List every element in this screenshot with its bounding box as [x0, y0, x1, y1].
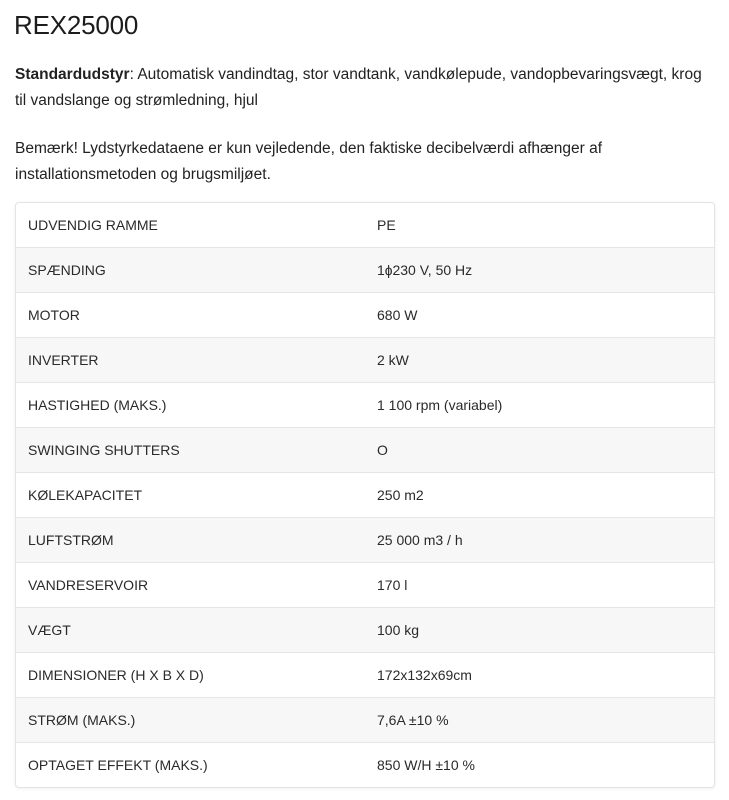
spec-value: 1ɸ230 V, 50 Hz: [377, 262, 473, 278]
spec-label: HASTIGHED (MAKS.): [28, 397, 167, 413]
table-row: [16, 607, 714, 652]
spec-label: UDVENDIG RAMME: [28, 217, 158, 233]
spec-label: VANDRESERVOIR: [28, 577, 149, 593]
table-row: [16, 203, 714, 247]
table-row: [16, 427, 714, 472]
standard-equipment-paragraph: [15, 62, 715, 114]
spec-label: VÆGT: [28, 622, 71, 638]
table-row: [16, 292, 714, 337]
table-row: [16, 742, 714, 787]
spec-label: MOTOR: [28, 307, 80, 323]
spec-value: 7,6A ±10 %: [377, 712, 449, 728]
spec-label: SWINGING SHUTTERS: [28, 442, 180, 458]
standard-equipment-label: Standardudstyr: [15, 66, 130, 83]
table-row: [16, 652, 714, 697]
table-row: [16, 247, 714, 292]
spec-label: INVERTER: [28, 352, 99, 368]
spec-label: LUFTSTRØM: [28, 532, 114, 548]
spec-value: 850 W/H ±10 %: [377, 757, 475, 773]
spec-value: 250 m2: [377, 487, 424, 503]
spec-value: 170 l: [377, 577, 408, 593]
table-row: [16, 697, 714, 742]
table-row: [16, 562, 714, 607]
spec-label: STRØM (MAKS.): [28, 712, 136, 728]
spec-label: DIMENSIONER (H X B X D): [28, 667, 204, 683]
spec-value: 680 W: [377, 307, 418, 323]
spec-table: [15, 202, 715, 788]
spec-value: 100 kg: [377, 622, 420, 638]
spec-value: PE: [377, 217, 396, 233]
spec-label: SPÆNDING: [28, 262, 106, 278]
spec-label: KØLEKAPACITET: [28, 487, 143, 503]
product-title: REX25000: [14, 10, 139, 40]
table-row: [16, 472, 714, 517]
table-row: [16, 517, 714, 562]
spec-label: OPTAGET EFFEKT (MAKS.): [28, 757, 208, 773]
spec-value: 2 kW: [377, 352, 409, 368]
spec-value: O: [377, 442, 388, 458]
spec-value: 172x132x69cm: [377, 667, 472, 683]
standard-equipment-text: : Automatisk vandindtag, stor vandtank, vandkølepude, vandopbevaringsvægt, krog til vandslange og strømledning, hjul: [15, 66, 702, 109]
table-row: [16, 382, 714, 427]
table-row: [16, 337, 714, 382]
spec-value: 25 000 m3 / h: [377, 532, 463, 548]
noise-disclaimer-paragraph: Bemærk! Lydstyrkedataene er kun vejledende, den faktiske decibelværdi afhænger af installationsmetoden og brugsmiljøet.: [15, 140, 603, 183]
spec-value: 1 100 rpm (variabel): [377, 397, 503, 413]
